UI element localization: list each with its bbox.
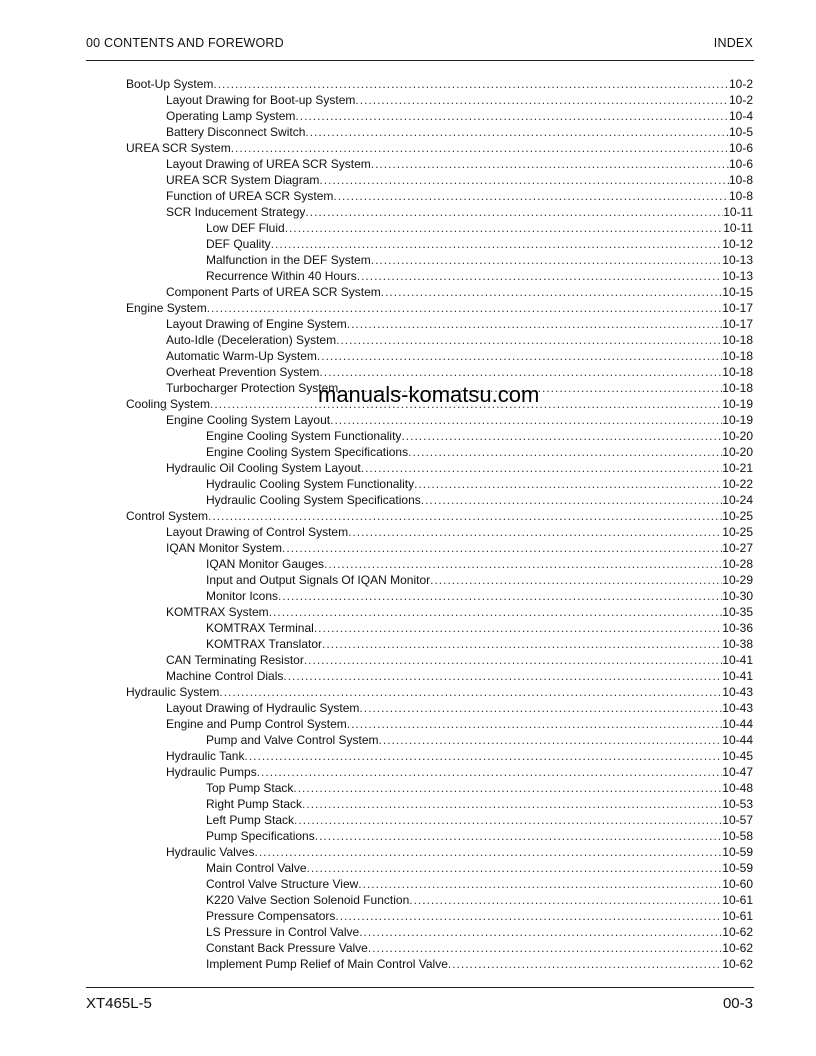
toc-entry-title: Engine Cooling System Functionality	[206, 429, 402, 443]
toc-entry-page: 10-58	[722, 829, 753, 843]
toc-entry-page: 10-47	[722, 765, 753, 779]
dot-leader	[219, 684, 722, 700]
toc-entry[interactable]	[206, 796, 753, 812]
dot-leader	[336, 332, 722, 348]
toc-entry-title: Pressure Compensators	[206, 909, 336, 923]
toc-entry[interactable]	[166, 700, 753, 716]
toc-entry-page: 10-59	[722, 845, 753, 859]
toc-entry-title: Auto-Idle (Deceleration) System	[166, 333, 337, 347]
toc-entry-page: 10-18	[722, 365, 753, 379]
dot-leader	[319, 172, 729, 188]
toc-entry-title: SCR Inducement Strategy	[166, 205, 306, 219]
toc-entry-title: Operating Lamp System	[166, 109, 296, 123]
toc-entry-title: Top Pump Stack	[206, 781, 294, 795]
toc-entry-title: Hydraulic System	[126, 685, 220, 699]
toc-entry-page: 10-61	[722, 909, 753, 923]
dot-leader	[208, 508, 722, 524]
toc-entry-page: 10-38	[722, 637, 753, 651]
dot-leader	[285, 220, 723, 236]
toc-entry[interactable]	[166, 524, 753, 540]
toc-entry[interactable]	[166, 460, 753, 476]
toc-entry-page: 10-48	[722, 781, 753, 795]
toc-entry[interactable]	[166, 348, 753, 364]
toc-entry[interactable]	[166, 604, 753, 620]
toc-entry[interactable]	[206, 780, 753, 796]
toc-entry-page: 10-36	[722, 621, 753, 635]
toc-entry[interactable]	[126, 508, 753, 524]
toc-entry-page: 10-22	[722, 477, 753, 491]
toc-entry-title: CAN Terminating Resistor	[166, 653, 304, 667]
toc-entry-page: 10-13	[722, 269, 753, 283]
toc-entry[interactable]	[206, 476, 753, 492]
toc-entry-page: 10-28	[722, 557, 753, 571]
toc-entry-page: 10-13	[722, 253, 753, 267]
toc-entry[interactable]	[206, 812, 753, 828]
dot-leader	[348, 524, 722, 540]
toc-entry[interactable]	[166, 716, 753, 732]
toc-entry-title: KOMTRAX System	[166, 605, 269, 619]
toc-entry-page: 10-62	[722, 941, 753, 955]
toc-entry[interactable]	[166, 124, 753, 140]
toc-entry-title: Hydraulic Cooling System Specifications	[206, 493, 421, 507]
toc-entry[interactable]	[166, 764, 753, 780]
toc-entry-page: 10-2	[728, 77, 753, 91]
toc-entry-title: IQAN Monitor Gauges	[206, 557, 325, 571]
toc-entry-page: 10-43	[722, 685, 753, 699]
toc-entry[interactable]	[166, 156, 753, 172]
toc-entry[interactable]	[206, 860, 753, 876]
dot-leader	[408, 444, 722, 460]
toc-entry-title: DEF Quality	[206, 237, 271, 251]
toc-entry[interactable]	[166, 412, 753, 428]
toc-entry[interactable]	[206, 268, 753, 284]
toc-entry[interactable]	[206, 572, 753, 588]
dot-leader	[381, 284, 723, 300]
toc-entry-title: Layout Drawing of UREA SCR System	[166, 157, 371, 171]
toc-entry-page: 10-11	[723, 205, 753, 219]
toc-entry-title: Component Parts of UREA SCR System	[166, 285, 381, 299]
toc-entry-page: 10-62	[722, 957, 753, 971]
toc-entry-title: Engine and Pump Control System	[166, 717, 347, 731]
toc-entry-title: Control System	[126, 509, 209, 523]
dot-leader	[271, 236, 723, 252]
toc-entry-title: UREA SCR System Diagram	[166, 173, 320, 187]
toc-entry[interactable]	[206, 956, 753, 972]
toc-entry-page: 10-29	[722, 573, 753, 587]
dot-leader	[317, 348, 722, 364]
toc-entry-title: Engine Cooling System Specifications	[206, 445, 409, 459]
dot-leader	[368, 940, 722, 956]
toc-entry[interactable]	[166, 844, 753, 860]
toc-entry-title: Hydraulic Oil Cooling System Layout	[166, 461, 361, 475]
toc-entry-page: 10-15	[722, 285, 753, 299]
dot-leader	[207, 300, 723, 316]
toc-entry-title: Pump Specifications	[206, 829, 315, 843]
toc-entry-page: 10-41	[722, 669, 753, 683]
toc-entry-title: Low DEF Fluid	[206, 221, 285, 235]
footer-divider	[86, 987, 754, 988]
toc-entry[interactable]	[166, 92, 753, 108]
toc-entry[interactable]	[206, 892, 753, 908]
toc-entry-page: 10-25	[722, 509, 753, 523]
toc-entry-title: Battery Disconnect Switch	[166, 125, 306, 139]
toc-entry-page: 10-57	[722, 813, 753, 827]
toc-entry-page: 10-61	[722, 893, 753, 907]
dot-leader	[269, 604, 723, 620]
toc-entry-page: 10-45	[722, 749, 753, 763]
toc-entry-title: Malfunction in the DEF System	[206, 253, 371, 267]
dot-leader	[448, 956, 722, 972]
toc-entry-title: Main Control Valve	[206, 861, 307, 875]
toc-entry-title: Overheat Prevention System	[166, 365, 320, 379]
toc-entry[interactable]	[206, 444, 753, 460]
toc-entry-page: 10-35	[722, 605, 753, 619]
toc-entry-title: Cooling System	[126, 397, 211, 411]
toc-entry[interactable]	[206, 636, 753, 652]
toc-entry-title: Machine Control Dials	[166, 669, 284, 683]
dot-leader	[421, 492, 723, 508]
dot-leader	[409, 892, 722, 908]
toc-entry-page: 10-5	[728, 125, 753, 139]
toc-entry-title: Left Pump Stack	[206, 813, 295, 827]
toc-entry-page: 10-18	[722, 349, 753, 363]
toc-entry[interactable]	[206, 492, 753, 508]
dot-leader	[322, 636, 722, 652]
toc-entry-page: 10-20	[722, 429, 753, 443]
dot-leader	[330, 412, 722, 428]
toc-entry-page: 10-62	[722, 925, 753, 939]
toc-entry-title: Turbocharger Protection System	[166, 381, 339, 395]
dot-leader	[305, 124, 729, 140]
dot-leader	[307, 860, 723, 876]
header-divider	[86, 60, 754, 61]
toc-entry-title: LS Pressure in Control Valve	[206, 925, 360, 939]
toc-entry[interactable]	[166, 540, 753, 556]
dot-leader	[305, 204, 723, 220]
dot-leader	[244, 748, 722, 764]
dot-leader	[295, 108, 729, 124]
toc-entry[interactable]	[206, 732, 753, 748]
toc-entry[interactable]	[166, 316, 753, 332]
toc-entry-title: IQAN Monitor System	[166, 541, 283, 555]
dot-leader	[358, 876, 722, 892]
watermark: manuals-komatsu.com	[318, 382, 540, 407]
dot-leader	[213, 76, 729, 92]
toc-entry-page: 10-17	[722, 301, 753, 315]
dot-leader	[347, 716, 723, 732]
dot-leader	[414, 476, 722, 492]
dot-leader	[315, 828, 723, 844]
toc-entry-title: KOMTRAX Translator	[206, 637, 323, 651]
toc-entry-title: Engine Cooling System Layout	[166, 413, 331, 427]
toc-entry[interactable]	[166, 204, 753, 220]
toc-entry-title: Hydraulic Valves	[166, 845, 255, 859]
toc-entry-page: 10-8	[728, 189, 753, 203]
toc-entry-page: 10-18	[722, 381, 753, 395]
toc-entry[interactable]	[126, 684, 753, 700]
toc-entry[interactable]	[206, 252, 753, 268]
toc-entry-title: Input and Output Signals Of IQAN Monitor	[206, 573, 431, 587]
toc-entry[interactable]	[206, 588, 753, 604]
toc-entry[interactable]	[206, 940, 753, 956]
toc-entry-title: Layout Drawing for Boot-up System	[166, 93, 356, 107]
toc-entry[interactable]	[206, 828, 753, 844]
toc-entry-page: 10-20	[722, 445, 753, 459]
toc-entry[interactable]	[166, 284, 753, 300]
dot-leader	[357, 268, 723, 284]
toc-entry-page: 10-11	[723, 221, 753, 235]
toc-entry-page: 10-4	[728, 109, 753, 123]
toc-entry-title: Engine System	[126, 301, 207, 315]
toc-entry-title: Hydraulic Cooling System Functionality	[206, 477, 415, 491]
toc-entry-page: 10-19	[722, 397, 753, 411]
dot-leader	[282, 540, 722, 556]
toc-entry-title: Constant Back Pressure Valve	[206, 941, 368, 955]
toc-entry-page: 10-25	[722, 525, 753, 539]
dot-leader	[355, 92, 729, 108]
footer-model: XT465L-5	[86, 995, 152, 1012]
toc-entry-page: 10-60	[722, 877, 753, 891]
toc-entry[interactable]	[206, 620, 753, 636]
toc-entry-page: 10-6	[728, 141, 753, 155]
dot-leader	[333, 188, 729, 204]
toc-entry-page: 10-6	[728, 157, 753, 171]
dot-leader	[371, 252, 723, 268]
toc-entry[interactable]	[166, 172, 753, 188]
toc-entry-page: 10-44	[722, 717, 753, 731]
dot-leader	[283, 668, 722, 684]
toc-entry-page: 10-59	[722, 861, 753, 875]
dot-leader	[257, 764, 723, 780]
dot-leader	[359, 924, 722, 940]
toc-entry[interactable]	[126, 300, 753, 316]
toc-entry-page: 10-41	[722, 653, 753, 667]
toc-entry-title: Right Pump Stack	[206, 797, 303, 811]
toc-entry-title: UREA SCR System	[126, 141, 231, 155]
toc-entry[interactable]	[166, 652, 753, 668]
toc-entry-page: 10-43	[722, 701, 753, 715]
toc-entry-page: 10-17	[722, 317, 753, 331]
dot-leader	[347, 316, 723, 332]
dot-leader	[324, 556, 722, 572]
dot-leader	[319, 364, 722, 380]
toc-entry-page: 10-44	[722, 733, 753, 747]
toc-entry-title: Layout Drawing of Engine System	[166, 317, 347, 331]
toc-entry-page: 10-27	[722, 541, 753, 555]
toc-entry[interactable]	[206, 924, 753, 940]
toc-entry-page: 10-18	[722, 333, 753, 347]
toc-entry[interactable]	[166, 188, 753, 204]
toc-entry-title: Monitor Icons	[206, 589, 279, 603]
toc-entry-title: Layout Drawing of Control System	[166, 525, 349, 539]
toc-entry[interactable]	[206, 876, 753, 892]
toc-entry-title: KOMTRAX Terminal	[206, 621, 314, 635]
dot-leader	[359, 700, 722, 716]
dot-leader	[304, 652, 722, 668]
toc-entry[interactable]	[206, 220, 753, 236]
toc-entry[interactable]	[126, 140, 753, 156]
toc-entry-page: 10-21	[722, 461, 753, 475]
dot-leader	[335, 908, 722, 924]
toc-entry-page: 10-19	[722, 413, 753, 427]
toc-entry-title: Implement Pump Relief of Main Control Valve	[206, 957, 448, 971]
toc-entry-title: K220 Valve Section Solenoid Function	[206, 893, 410, 907]
toc-entry[interactable]	[206, 236, 753, 252]
dot-leader	[401, 428, 722, 444]
toc-entry[interactable]	[206, 428, 753, 444]
toc-entry-title: Recurrence Within 40 Hours	[206, 269, 357, 283]
toc-entry[interactable]	[166, 364, 753, 380]
toc-entry-title: Boot-Up System	[126, 77, 214, 91]
toc-entry-title: Control Valve Structure View	[206, 877, 359, 891]
dot-leader	[293, 780, 722, 796]
toc-entry[interactable]	[166, 668, 753, 684]
dot-leader	[379, 732, 723, 748]
toc-entry-title: Hydraulic Pumps	[166, 765, 257, 779]
toc-entry-title: Hydraulic Tank	[166, 749, 245, 763]
toc-entry-page: 10-30	[722, 589, 753, 603]
dot-leader	[278, 588, 722, 604]
toc-entry[interactable]	[126, 76, 753, 92]
dot-leader	[314, 620, 722, 636]
toc-entry-title: Automatic Warm-Up System	[166, 349, 317, 363]
toc-entry[interactable]	[166, 748, 753, 764]
toc-entry[interactable]	[206, 556, 753, 572]
toc-entry-page: 10-24	[722, 493, 753, 507]
dot-leader	[231, 140, 729, 156]
dot-leader	[361, 460, 723, 476]
dot-leader	[371, 156, 729, 172]
header-section-title: 00 CONTENTS AND FOREWORD	[86, 36, 284, 50]
dot-leader	[430, 572, 722, 588]
toc-entry-page: 10-12	[722, 237, 753, 251]
toc-entry[interactable]	[166, 332, 753, 348]
header-index-label: INDEX	[713, 36, 753, 50]
toc-entry-title: Function of UREA SCR System	[166, 189, 334, 203]
toc-entry-page: 10-2	[728, 93, 753, 107]
footer-page-number: 00-3	[722, 995, 753, 1012]
toc-entry[interactable]	[206, 908, 753, 924]
toc-entry-page: 10-8	[728, 173, 753, 187]
toc-entry-page: 10-53	[722, 797, 753, 811]
toc-entry-title: Layout Drawing of Hydraulic System	[166, 701, 360, 715]
dot-leader	[254, 844, 722, 860]
dot-leader	[302, 796, 722, 812]
dot-leader	[294, 812, 722, 828]
toc-entry-title: Pump and Valve Control System	[206, 733, 379, 747]
toc-entry[interactable]	[166, 108, 753, 124]
